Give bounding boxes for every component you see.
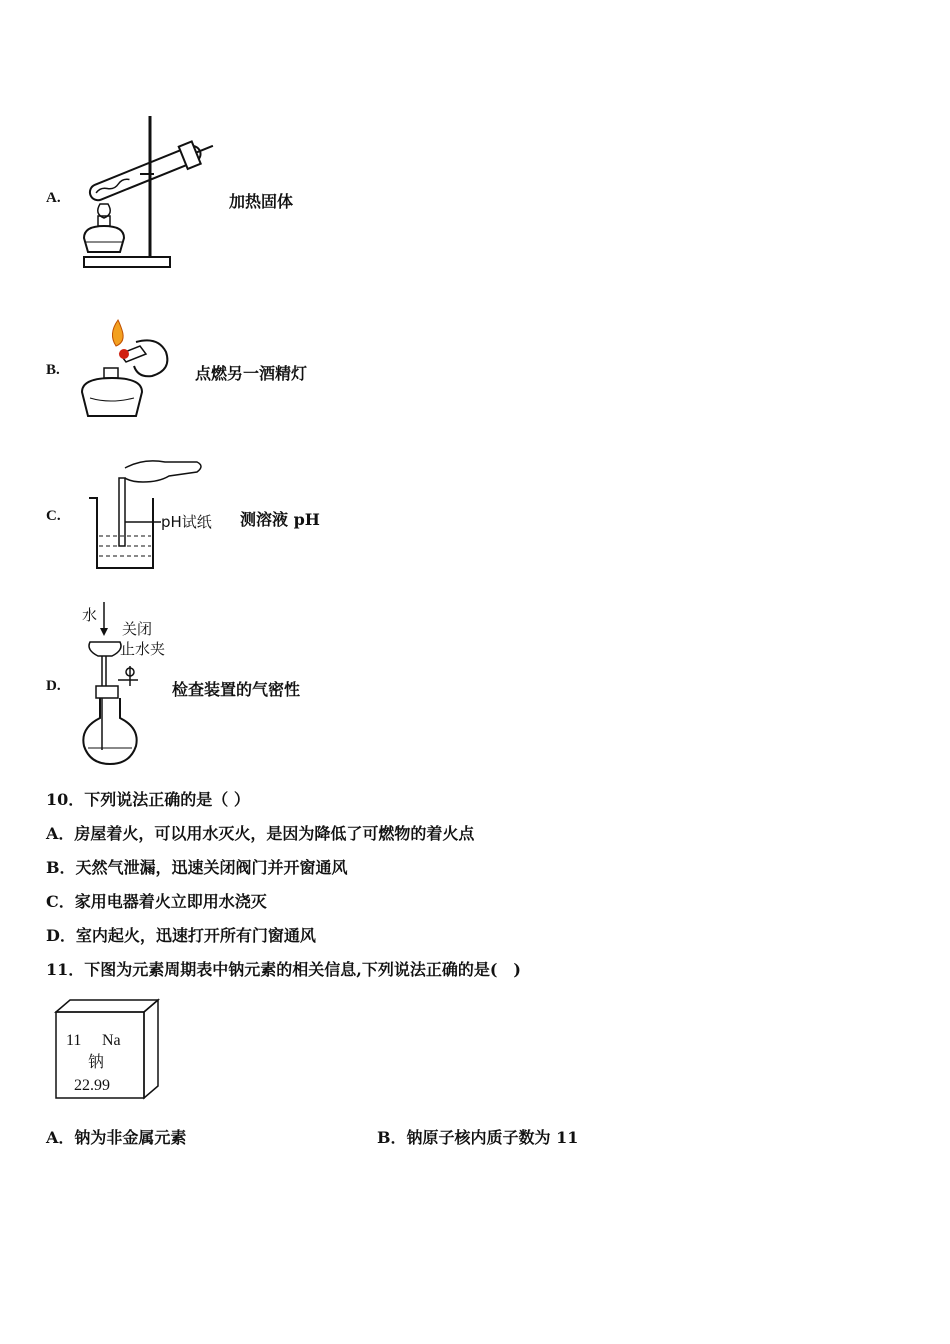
option-letter-b: B.	[46, 362, 60, 378]
q10-option-a: A．房屋着火，可以用水灭火，是因为降低了可燃物的着火点	[46, 824, 475, 843]
sodium-element-cell	[54, 998, 162, 1102]
q10-option-d: D．室内起火，迅速打开所有门窗通风	[46, 926, 316, 945]
element-name: 钠	[88, 1052, 105, 1071]
option-caption-c: 测溶液 pH	[240, 510, 320, 529]
q10-option-b: B．天然气泄漏，迅速关闭阀门并开窗通风	[46, 858, 348, 877]
option-letter-c: C.	[46, 508, 61, 524]
q11-option-a: A．钠为非金属元素	[46, 1128, 187, 1147]
q10-option-c: C．家用电器着火立即用水浇灭	[46, 892, 267, 911]
option-caption-b: 点燃另一酒精灯	[195, 364, 308, 383]
water-label: 水	[82, 606, 98, 624]
q11-stem: 11．下图为元素周期表中钠元素的相关信息,下列说法正确的是( )	[46, 960, 521, 979]
ph-paper-label: pH试纸	[161, 513, 212, 531]
close-label: 关闭	[122, 620, 153, 638]
lighting-alcohol-lamp-figure	[78, 318, 178, 423]
q11-option-b: B．钠原子核内质子数为 11	[377, 1128, 579, 1147]
option-letter-d: D.	[46, 678, 61, 694]
atomic-mass: 22.99	[74, 1077, 110, 1094]
q10-stem: 10．下列说法正确的是（ ）	[46, 790, 250, 809]
option-caption-d: 检查装置的气密性	[172, 680, 301, 699]
ph-test-beaker-figure	[85, 450, 225, 572]
clamp-label: 止水夹	[120, 640, 166, 658]
atomic-number: 11	[66, 1032, 82, 1049]
option-caption-a: 加热固体	[229, 192, 294, 211]
option-letter-a: A.	[46, 190, 61, 206]
element-symbol: Na	[102, 1032, 121, 1049]
heating-solid-apparatus	[78, 112, 218, 272]
